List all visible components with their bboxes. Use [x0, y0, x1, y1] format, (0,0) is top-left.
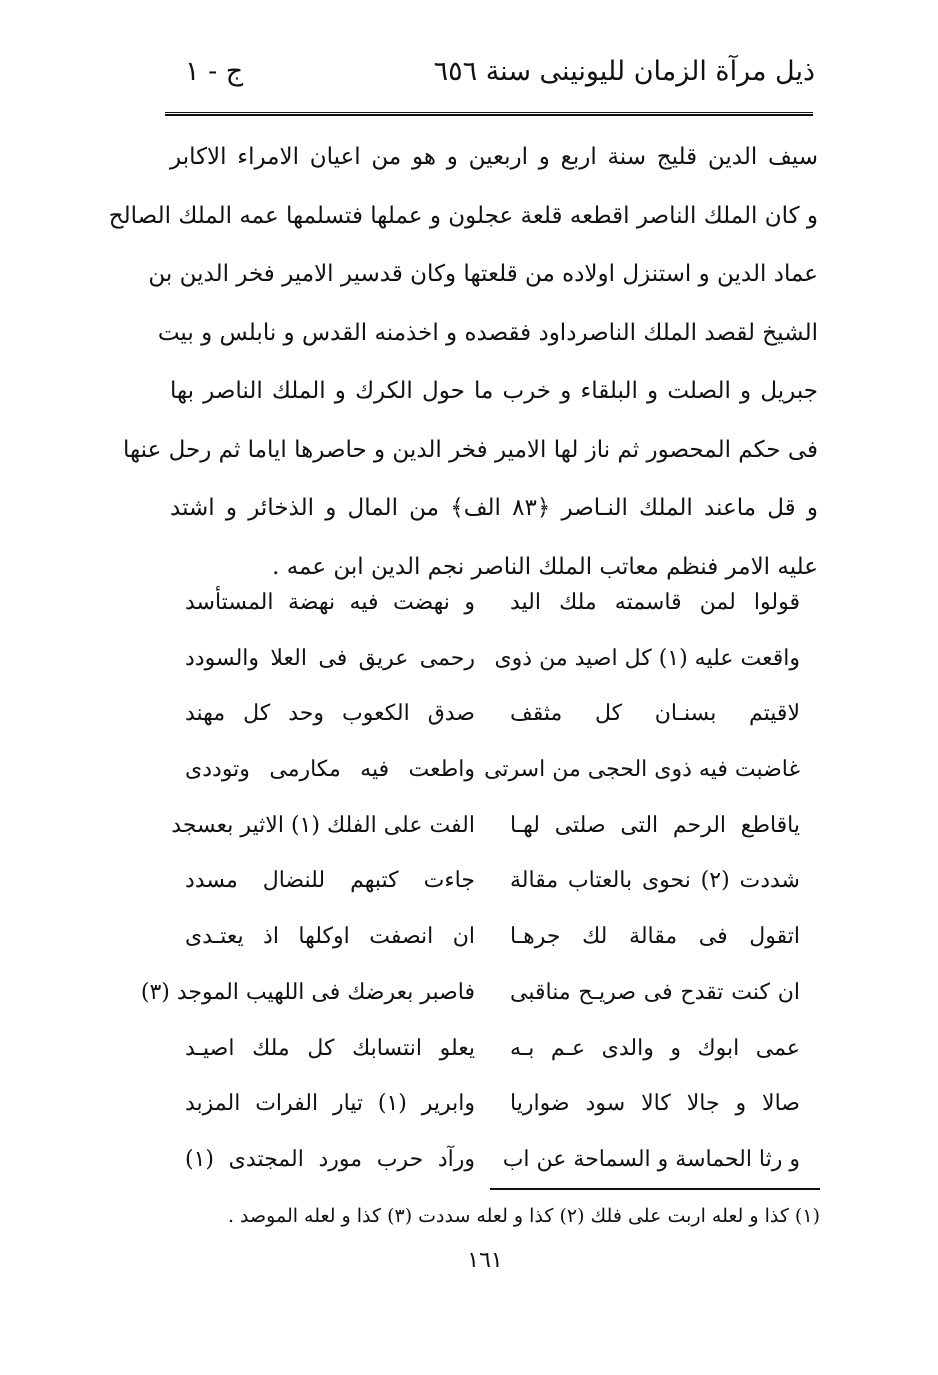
verse-second-hemistich: وابرير (١) تيار الفرات المزبد — [185, 1091, 475, 1117]
prose-line: الشيخ لقصد الملك الناصرداود فقصده و اخذمنه القدس و نابلس و بيت — [157, 319, 818, 346]
header-title: ذيل مرآة الزمان لليونينى سنة ٦٥٦ — [433, 56, 815, 87]
verse-second-hemistich: ان انصفت اوكلها اذ يعتـدى — [185, 924, 475, 950]
verse-line — [185, 909, 800, 965]
poem-block — [140, 575, 800, 1188]
verse-first-hemistich: اتقول فى مقالة لك جرهـا — [510, 924, 800, 950]
prose-line: عليه الامر فنظم معاتب الملك الناصر نجم الدين ابن عمه . — [272, 553, 818, 580]
running-header — [175, 52, 815, 102]
verse-line — [185, 1076, 800, 1132]
prose-line: عماد الدين و استنزل اولاده من قلعتها وكان قدسير الامير فخر الدين بن — [148, 261, 818, 287]
prose-line: و قل ماعند الملك النـاصر ﴿٨٣ الف﴾ من المال و الذخائر و اشتد — [170, 495, 818, 521]
verse-first-hemistich: شددت (٢) نحوى بالعتاب مقالة — [510, 868, 800, 894]
prose-line: سيف الدين قليج سنة اربع و اربعين و هو من اعيان الامراء الاكابر — [170, 144, 818, 170]
verse-first-hemistich: ان كنت تقدح فى صريـح مناقبى — [510, 979, 800, 1005]
verse-second-hemistich: الفت على الفلك (١) الاثير بعسجد — [171, 812, 475, 838]
verse-line — [185, 1021, 800, 1077]
verse-second-hemistich: و نهضت فيه نهضة المستأسد — [185, 590, 475, 615]
verse-line — [185, 742, 800, 798]
verse-line — [185, 1132, 800, 1188]
verse-first-hemistich: لاقيتم بسنـان كل مثقف — [510, 701, 800, 727]
header-volume-number: ج - ١ — [185, 56, 244, 87]
verse-first-hemistich: عمى ابوك و والدى عـم بـه — [510, 1035, 800, 1061]
verse-line — [185, 686, 800, 742]
verse-second-hemistich: رحمى عريق فى العلا والسودد — [185, 645, 475, 671]
verse-first-hemistich: قولوا لمن قاسمته ملك اليد — [510, 590, 800, 615]
prose-line: فى حكم المحصور ثم ناز لها الامير فخر الدين و حاصرها اياما ثم رحل عنها — [123, 436, 818, 463]
verse-first-hemistich: واقعت عليه (١) كل اصيد من ذوى — [494, 645, 800, 671]
verse-first-hemistich: صالا و جالا كالا سود ضواريا — [510, 1091, 800, 1117]
verse-second-hemistich: ورآد حرب مورد المجتدى (١) — [185, 1146, 475, 1172]
verse-second-hemistich: جاءت كتبهم للنضال مسدد — [185, 868, 475, 894]
page-number: ١٦١ — [467, 1248, 503, 1273]
verse-first-hemistich: و رثا الحماسة و السماحة عن اب — [502, 1146, 800, 1172]
footnote-rule — [490, 1188, 820, 1190]
verse-first-hemistich: ياقاطع الرحم التى صلتى لهـا — [510, 812, 800, 838]
prose-line: و كان الملك الناصر اقطعه قلعة عجلون و عملها فتسلمها عمه الملك الصالح — [108, 202, 818, 229]
verse-second-hemistich: فاصبر بعرضك فى اللهيب الموجد (٣) — [140, 979, 475, 1005]
verse-second-hemistich: يعلو انتسابك كل ملك اصيـد — [185, 1035, 475, 1061]
verse-line — [185, 575, 800, 631]
verse-second-hemistich: واطعت فيه مكارمى وتوددى — [185, 757, 475, 783]
header-rule — [165, 112, 813, 116]
verse-line — [185, 631, 800, 687]
prose-block — [108, 128, 818, 596]
verse-line — [171, 798, 800, 854]
verse-first-hemistich: غاضبت فيه ذوى الحجى من اسرتى — [484, 757, 800, 783]
prose-line: جبريل و الصلت و البلقاء و خرب ما حول الكرك و الملك الناصر بها — [170, 378, 818, 404]
verse-line — [185, 853, 800, 909]
verse-second-hemistich: صدق الكعوب وحد كل مهند — [185, 701, 475, 727]
verse-line — [140, 965, 800, 1021]
footnote: (١) كذا و لعله اربت على فلك (٢) كذا و لعله سددت (٣) كذا و لعله الموصد . — [227, 1205, 820, 1227]
